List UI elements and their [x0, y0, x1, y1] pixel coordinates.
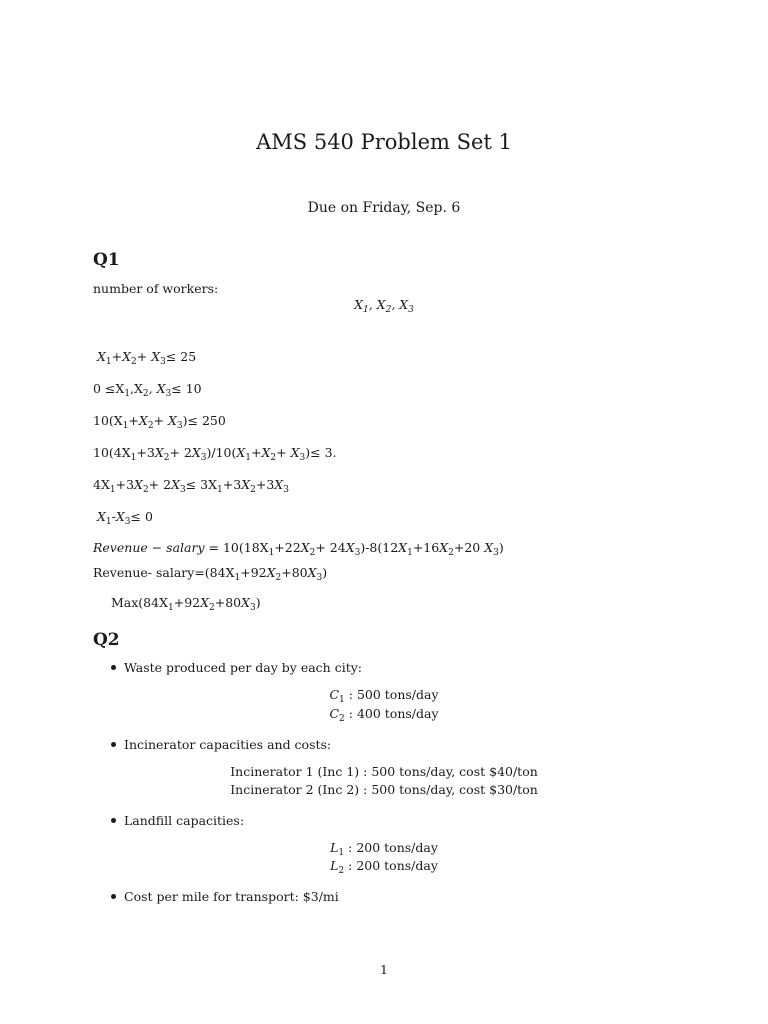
bullet-waste: [111, 660, 362, 675]
page-title: AMS 540 Problem Set 1: [256, 130, 512, 154]
revenue-label: Revenue − salary: [93, 540, 205, 555]
constraint-hours-rhs: ≤ 250: [187, 413, 226, 428]
q1-heading: Q1: [93, 250, 120, 270]
city-c1-waste: $C_1$ : 500 tons/day: [329, 687, 439, 705]
page-number: 1: [380, 962, 388, 977]
l1-value: : 200 tons/day: [344, 840, 438, 855]
revenue2-label: Revenue- salary=(84X: [93, 565, 235, 580]
constraint-bounds-rhs: ≤ 10: [171, 381, 202, 396]
bullet-transport: [111, 889, 339, 904]
bullet-incinerator-text: Incinerator capacities and costs:: [124, 737, 332, 752]
incinerator-2: Incinerator 2 (Inc 2) : 500 tons/day, cost $30/ton: [230, 782, 538, 797]
constraint-hours: $10(X_1+X_2+ X_3)\le 250$: [93, 413, 226, 431]
due-date: Due on Friday, Sep. 6: [307, 200, 461, 216]
l2-value: : 200 tons/day: [344, 858, 438, 873]
constraint-difference: $X_1-X_3\le 0$: [97, 509, 153, 527]
revenue-equation: Revenue − salary = $10(18X_1+22X_2+ 24X_3)-8(12X_1+16X_2+20$ $X_3$): [93, 540, 504, 558]
incinerator-1: Incinerator 1 (Inc 1) : 500 tons/day, cost $40/ton: [230, 764, 538, 779]
landfill-l2: $L_2$ : 200 tons/day: [330, 858, 438, 876]
constraint-ratio: $10(4X_1+3X_2+ 2X_3)/10(X_1+X_2+ X_3)\le 3$.: [93, 445, 337, 463]
objective-function: $Max(84X_1+92X_2+80X_3)$: [111, 595, 261, 613]
bullet-incinerator: [111, 737, 331, 752]
landfill-l1: $L_1$ : 200 tons/day: [330, 840, 438, 858]
constraint-total-rhs: ≤ 25: [165, 349, 197, 364]
bullet-transport-text: Cost per mile for transport: $3/mi: [124, 889, 339, 904]
max-label: Max(84X: [111, 595, 168, 610]
constraint-ratio-rhs: ≤ 3.: [310, 445, 337, 460]
workers-label: number of workers:: [93, 281, 219, 296]
revenue-simplified: Revenue- $salary=(84X_1+92X_2+80X_3)$: [93, 565, 328, 583]
city-c2-waste: $C_2$ : 400 tons/day: [329, 706, 439, 724]
bullet-dot-icon: [111, 742, 116, 747]
bullet-landfill-text: Landfill capacities:: [124, 813, 245, 828]
c2-value: : 400 tons/day: [344, 706, 439, 721]
constraint-ratio-expanded: $4X_1+3X_2+ 2X_3\le 3X_1+3X_2+3X_3$: [93, 477, 289, 495]
constraint-bounds: $0 \le X_1,X_2$, $X_3\le 10$: [93, 381, 202, 399]
bullet-dot-icon: [111, 665, 116, 670]
constraint-difference-rhs: ≤ 0: [130, 509, 153, 524]
bullet-landfill: [111, 813, 244, 828]
bullet-dot-icon: [111, 894, 116, 899]
bullet-dot-icon: [111, 818, 116, 823]
constraint-total-workers: $X_1+X_2+ X_3\le 25$: [97, 349, 197, 367]
c1-value: : 500 tons/day: [344, 687, 439, 702]
workers-vars: $X_1$, $X_2$, $X_3$: [354, 297, 414, 315]
q2-heading: Q2: [93, 630, 120, 650]
bullet-waste-text: Waste produced per day by each city:: [124, 660, 362, 675]
